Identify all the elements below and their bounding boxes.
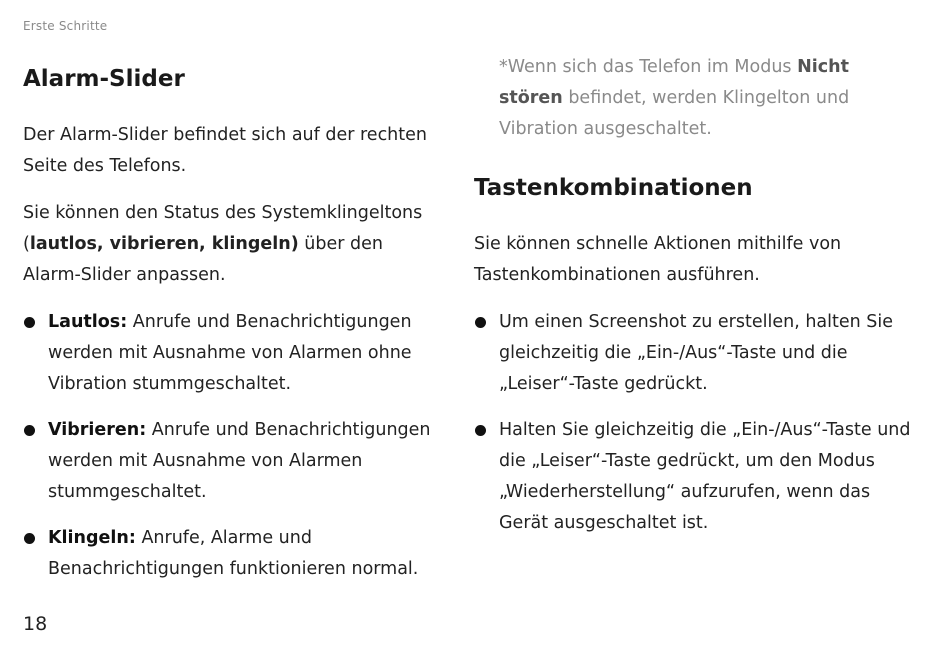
alarm-slider-mode-list	[23, 307, 443, 585]
list-item-klingeln	[23, 523, 443, 585]
bullet-icon	[24, 425, 35, 436]
alarm-slider-status-paragraph	[23, 198, 443, 291]
bullet-icon	[24, 317, 35, 328]
list-item-vibrieren	[23, 415, 443, 508]
bullet-icon	[475, 317, 486, 328]
key-combinations-list	[474, 307, 914, 539]
key-combinations-intro: Sie können schnelle Aktionen mithilfe von Tastenkombinationen ausführen.	[474, 234, 842, 285]
list-item-term: Lautlos:	[48, 312, 128, 332]
list-item-screenshot	[474, 307, 914, 400]
note-text-after: befindet, werden Klingelton und Vibration ausgeschaltet.	[499, 88, 850, 139]
alarm-slider-intro: Der Alarm-Slider befindet sich auf der rechten Seite des Telefons.	[23, 125, 427, 176]
key-combinations-title: Tastenkombinationen	[474, 175, 753, 201]
bullet-icon	[24, 533, 35, 544]
left-column	[23, 60, 443, 600]
status-modes: lautlos, vibrieren, klingeln)	[29, 234, 299, 254]
list-item-text: Anrufe, Alarme und Benachrichtigungen funktionieren normal.	[48, 528, 419, 579]
list-item-term: Klingeln:	[48, 528, 136, 548]
status-text-after: über den Alarm-Slider anpassen.	[23, 234, 383, 285]
bullet-icon	[475, 425, 486, 436]
list-item-text: Halten Sie gleichzeitig die „Ein-/Aus“-Taste und die „Leiser“-Taste gedrückt, um den Modus „Wiederherstellung“ aufzurufen, wenn das Gerät ausgeschaltet ist.	[499, 420, 911, 533]
list-item-text: Anrufe und Benachrichtigungen werden mit Ausnahme von Alarmen ohne Vibration stummgeschaltet.	[48, 312, 412, 394]
list-item-text: Anrufe und Benachrichtigungen werden mit Ausnahme von Alarmen stummgeschaltet.	[48, 420, 431, 502]
running-header: Erste Schritte	[23, 19, 108, 33]
right-column	[474, 52, 914, 554]
note-text-before: *Wenn sich das Telefon im Modus	[499, 57, 798, 77]
list-item-recovery-mode	[474, 415, 914, 539]
note-mode-name: Nicht stören	[499, 57, 849, 108]
list-item-term: Vibrieren:	[48, 420, 147, 440]
page-number: 18	[23, 613, 48, 635]
list-item-lautlos	[23, 307, 443, 400]
alarm-slider-title: Alarm-Slider	[23, 66, 185, 92]
do-not-disturb-note	[474, 52, 914, 145]
list-item-text: Um einen Screenshot zu erstellen, halten Sie gleichzeitig die „Ein-/Aus“-Taste und die „Leiser“-Taste gedrückt.	[499, 312, 894, 394]
status-text-before: Sie können den Status des Systemklingeltons (	[23, 203, 423, 254]
